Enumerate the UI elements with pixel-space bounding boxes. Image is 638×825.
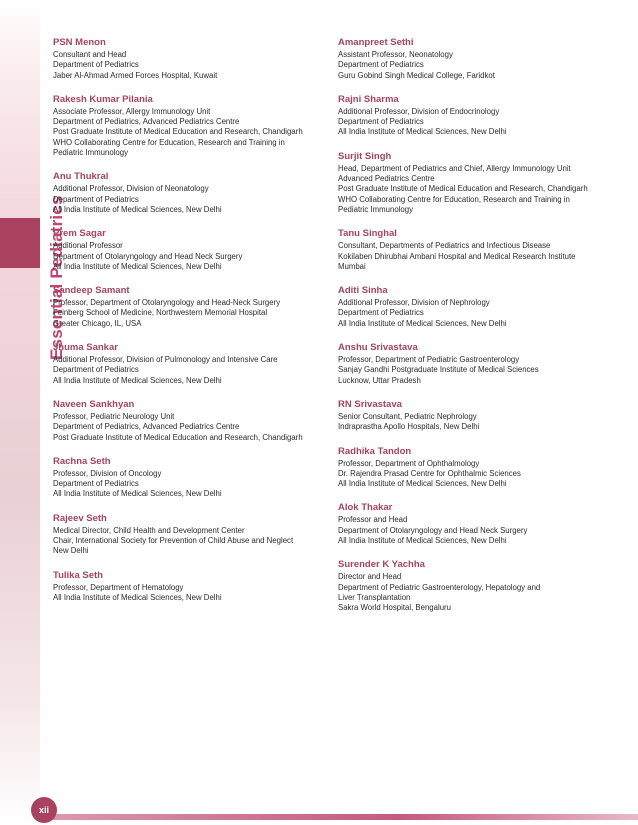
contributor-affiliation-line: Professor and Head	[338, 515, 408, 525]
contributor-affiliation-line: Pediatric Immunology	[338, 204, 413, 214]
contributor-name: Anu Thukral	[53, 171, 109, 183]
book-title-vertical: Essential Pediatrics	[47, 195, 66, 360]
contributor-affiliation-line: Senior Consultant, Pediatric Nephrology	[338, 411, 477, 421]
contributor-affiliation-line: Department of Otolaryngology and Head Neck Surgery	[53, 251, 243, 261]
contributor-entry	[53, 228, 333, 272]
contributor-affiliation-line: New Delhi	[53, 546, 89, 556]
contributor-name: Naveen Sankhyan	[53, 398, 135, 410]
contributor-entry	[53, 342, 333, 386]
contributor-entry	[53, 37, 333, 81]
contributor-affiliation-line: Department of Pediatrics, Advanced Pediatrics Centre	[53, 117, 240, 127]
contributor-affiliation-line: Chair, International Society for Prevention of Child Abuse and Neglect	[53, 536, 294, 546]
contributor-entry	[338, 151, 633, 215]
contributor-name: Aditi Sinha	[338, 285, 388, 297]
contributor-name: Surjit Singh	[338, 150, 392, 162]
contributor-affiliation-line: Additional Professor, Division of Endocrinology	[338, 106, 500, 116]
contributor-entry	[338, 446, 633, 490]
page-number-badge: xii	[31, 797, 57, 823]
contributor-affiliation-line: All India Institute of Medical Sciences, New Delhi	[338, 318, 507, 328]
contributor-affiliation-line: Department of Pediatric Gastroenterology, Hepatology and	[338, 582, 541, 592]
contributor-affiliation-line: Post Graduate Institute of Medical Education and Research, Chandigarh	[338, 184, 588, 194]
contributor-name: Rajni Sharma	[338, 93, 399, 105]
contributor-entry	[338, 94, 633, 138]
contributor-affiliation-line: Professor, Department of Otolaryngology and Head-Neck Surgery	[53, 298, 281, 308]
contributor-entry	[53, 513, 333, 557]
contributor-affiliation-line: Department of Pediatrics	[338, 308, 424, 318]
contributor-affiliation-line: WHO Collaborating Centre for Education, Research and Training in	[53, 137, 285, 147]
contributor-affiliation-line: Director and Head	[338, 572, 402, 582]
bottom-rule	[40, 814, 638, 820]
contributor-affiliation-line: Post Graduate Institute of Medical Education and Research, Chandigarh	[53, 127, 303, 137]
contributor-affiliation-line: Professor, Department of Hematology	[53, 582, 184, 592]
contributor-entry	[53, 399, 333, 443]
contributors-left-column	[53, 37, 333, 616]
contributor-affiliation-line: Professor, Division of Oncology	[53, 468, 162, 478]
contributor-affiliation-line: All India Institute of Medical Sciences, New Delhi	[338, 536, 507, 546]
contributor-name: Rakesh Kumar Pilania	[53, 93, 153, 105]
contributor-affiliation-line: Additional Professor, Division of Pulmonology and Intensive Care	[53, 355, 278, 365]
contributor-affiliation-line: Department of Pediatrics	[53, 194, 139, 204]
contributor-affiliation-line: Additional Professor, Division of Neonatology	[53, 184, 209, 194]
contributor-name: Alok Thakar	[338, 502, 393, 514]
contributor-affiliation-line: Liver Transplantation	[338, 592, 411, 602]
contributor-affiliation-line: Kokilaben Dhirubhai Ambani Hospital and Medical Research Institute	[338, 251, 576, 261]
contributor-entry	[338, 37, 633, 81]
contributor-affiliation-line: Indraprastha Apollo Hospitals, New Delhi	[338, 422, 480, 432]
contributor-affiliation-line: Lucknow, Uttar Pradesh	[338, 375, 421, 385]
contributor-affiliation-line: Department of Pediatrics	[53, 60, 139, 70]
contributor-entry	[338, 399, 633, 433]
contributor-entry	[53, 285, 333, 329]
contributor-affiliation-line: Greater Chicago, IL, USA	[53, 318, 142, 328]
contributor-affiliation-line: Department of Pediatrics	[338, 60, 424, 70]
contributor-affiliation-line: Professor, Pediatric Neurology Unit	[53, 411, 175, 421]
contributor-affiliation-line: Additional Professor, Division of Nephrology	[338, 298, 490, 308]
contributor-entry	[53, 94, 333, 158]
contributor-affiliation-line: Department of Pediatrics, Advanced Pediatrics Centre	[53, 422, 240, 432]
contributor-affiliation-line: Additional Professor	[53, 241, 123, 251]
contributor-affiliation-line: All India Institute of Medical Sciences, New Delhi	[338, 127, 507, 137]
contributor-affiliation-line: Professor, Department of Pediatric Gastroenterology	[338, 355, 520, 365]
contributor-entry	[53, 570, 333, 604]
contributor-affiliation-line: Pediatric Immunology	[53, 148, 128, 158]
contributor-name: Amanpreet Sethi	[338, 37, 414, 48]
contributor-affiliation-line: Department of Pediatrics	[338, 117, 424, 127]
contributor-affiliation-line: All India Institute of Medical Sciences, New Delhi	[338, 479, 507, 489]
contributor-name: RN Srivastava	[338, 398, 402, 410]
contributor-affiliation-line: Feinberg School of Medicine, Northwestern Memorial Hospital	[53, 308, 268, 318]
contributor-name: Tanu Singhal	[338, 228, 397, 240]
contributor-entry	[338, 342, 633, 386]
contributor-affiliation-line: Department of Otolaryngology and Head Neck Surgery	[338, 525, 528, 535]
contributor-affiliation-line: Post Graduate Institute of Medical Education and Research, Chandigarh	[53, 432, 303, 442]
contributor-name: Prem Sagar	[53, 228, 106, 240]
contributor-affiliation-line: WHO Collaborating Centre for Education, Research and Training in	[338, 194, 570, 204]
contributor-affiliation-line: Assistant Professor, Neonatology	[338, 50, 453, 59]
contributor-entry	[53, 456, 333, 500]
contributor-affiliation-line: Dr. Rajendra Prasad Centre for Ophthalmic Sciences	[338, 468, 521, 478]
contributor-name: PSN Menon	[53, 37, 106, 48]
contributor-name: Rajeev Seth	[53, 512, 107, 524]
contributor-entry	[338, 559, 633, 613]
contributor-name: Radhika Tandon	[338, 445, 412, 457]
contributor-affiliation-line: Consultant and Head	[53, 50, 127, 59]
contributor-affiliation-line: Department of Pediatrics	[53, 365, 139, 375]
contributor-entry	[338, 228, 633, 272]
contributor-affiliation-line: All India Institute of Medical Sciences, New Delhi	[53, 592, 222, 602]
contributor-affiliation-line: Mumbai	[338, 261, 366, 271]
contributor-name: Sandeep Samant	[53, 285, 130, 297]
contributor-affiliation-line: Department of Pediatrics	[53, 479, 139, 489]
contributor-affiliation-line: Medical Director, Child Health and Development Center	[53, 525, 245, 535]
contributor-entry	[338, 285, 633, 329]
side-decoration-bar	[0, 0, 40, 825]
contributor-affiliation-line: All India Institute of Medical Sciences, New Delhi	[53, 375, 222, 385]
side-accent-block	[0, 218, 40, 268]
contributor-affiliation-line: Head, Department of Pediatrics and Chief, Allergy Immunology Unit	[338, 163, 571, 173]
contributor-affiliation-line: Sanjay Gandhi Postgraduate Institute of Medical Sciences	[338, 365, 539, 375]
contributor-affiliation-line: All India Institute of Medical Sciences, New Delhi	[53, 489, 222, 499]
contributor-name: Rachna Seth	[53, 455, 111, 467]
contributor-affiliation-line: Advanced Pediatrics Centre	[338, 174, 435, 184]
contributor-entry	[338, 502, 633, 546]
contributor-affiliation-line: All India Institute of Medical Sciences, New Delhi	[53, 261, 222, 271]
contributor-affiliation-line: Associate Professor, Allergy Immunology Unit	[53, 106, 211, 116]
contributor-name: Surender K Yachha	[338, 559, 425, 571]
contributor-name: Tulika Seth	[53, 569, 103, 581]
contributor-affiliation-line: Guru Gobind Singh Medical College, Faridkot	[338, 70, 495, 80]
contributor-affiliation-line: Jaber Al-Ahmad Armed Forces Hospital, Kuwait	[53, 70, 218, 80]
contributor-entry	[53, 171, 333, 215]
contributor-affiliation-line: Professor, Department of Ophthalmology	[338, 458, 480, 468]
contributor-name: Jhuma Sankar	[53, 342, 118, 354]
contributor-affiliation-line: Consultant, Departments of Pediatrics and Infectious Disease	[338, 241, 551, 251]
contributor-name: Anshu Srivastava	[338, 342, 418, 354]
contributor-affiliation-line: Sakra World Hospital, Bengaluru	[338, 603, 451, 613]
contributor-affiliation-line: All India Institute of Medical Sciences, New Delhi	[53, 204, 222, 214]
contributors-right-column	[338, 37, 633, 627]
